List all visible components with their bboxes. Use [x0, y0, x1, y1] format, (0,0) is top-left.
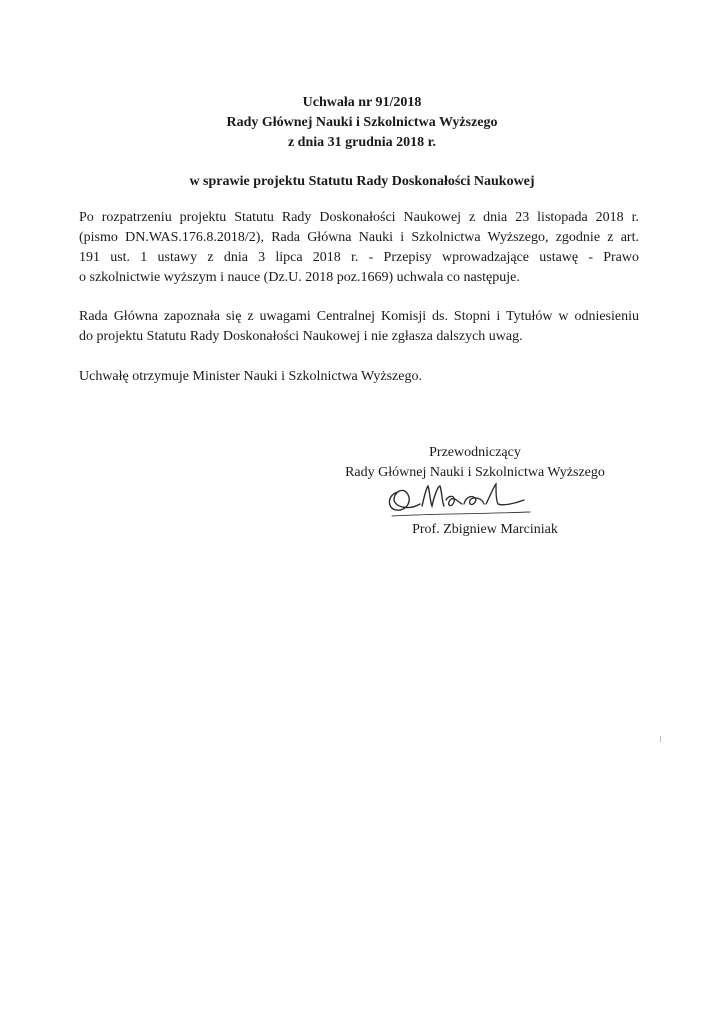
resolution-subject: w sprawie projektu Statutu Rady Doskonałości Naukowej [189, 174, 535, 189]
paragraph-line: do projektu Statutu Rady Doskonałości Naukowej i nie zgłasza dalszych uwag. [79, 329, 523, 344]
signatory-role: Przewodniczący [429, 445, 521, 460]
resolution-heading [0, 93, 724, 153]
paragraph-line: Uchwałę otrzymuje Minister Nauki i Szkolnictwa Wyższego. [79, 369, 422, 384]
paragraph-remarks [79, 307, 639, 347]
signatory-name: Prof. Zbigniew Marciniak [412, 522, 558, 537]
paragraph-decision [79, 208, 639, 288]
signatory-title [320, 443, 630, 483]
signatory-body: Rady Głównej Nauki i Szkolnictwa Wyższego [345, 465, 605, 480]
scan-artifact [660, 736, 661, 742]
handwritten-signature [384, 478, 534, 520]
paragraph-line: o szkolnictwie wyższym i nauce (Dz.U. 2018 poz.1669) uchwala co następuje. [79, 270, 520, 285]
paragraph-line: Rada Główna zapoznała się z uwagami Centralnej Komisji ds. Stopni i Tytułów w odniesieniu [79, 309, 639, 324]
paragraph-line: (pismo DN.WAS.176.8.2018/2), Rada Główna Nauki i Szkolnictwa Wyższego, zgodnie z art. [79, 230, 639, 245]
paragraph-line: 191 ust. 1 ustawy z dnia 3 lipca 2018 r. - Przepisy wprowadzające ustawę - Prawo [79, 250, 639, 265]
issuing-body: Rady Głównej Nauki i Szkolnictwa Wyższego [226, 115, 498, 130]
paragraph-line: Po rozpatrzeniu projektu Statutu Rady Doskonałości Naukowej z dnia 23 listopada 2018 r. [79, 210, 639, 225]
resolution-number: Uchwała nr 91/2018 [302, 95, 422, 110]
resolution-date: z dnia 31 grudnia 2018 r. [287, 135, 437, 150]
paragraph-recipient [79, 367, 639, 387]
